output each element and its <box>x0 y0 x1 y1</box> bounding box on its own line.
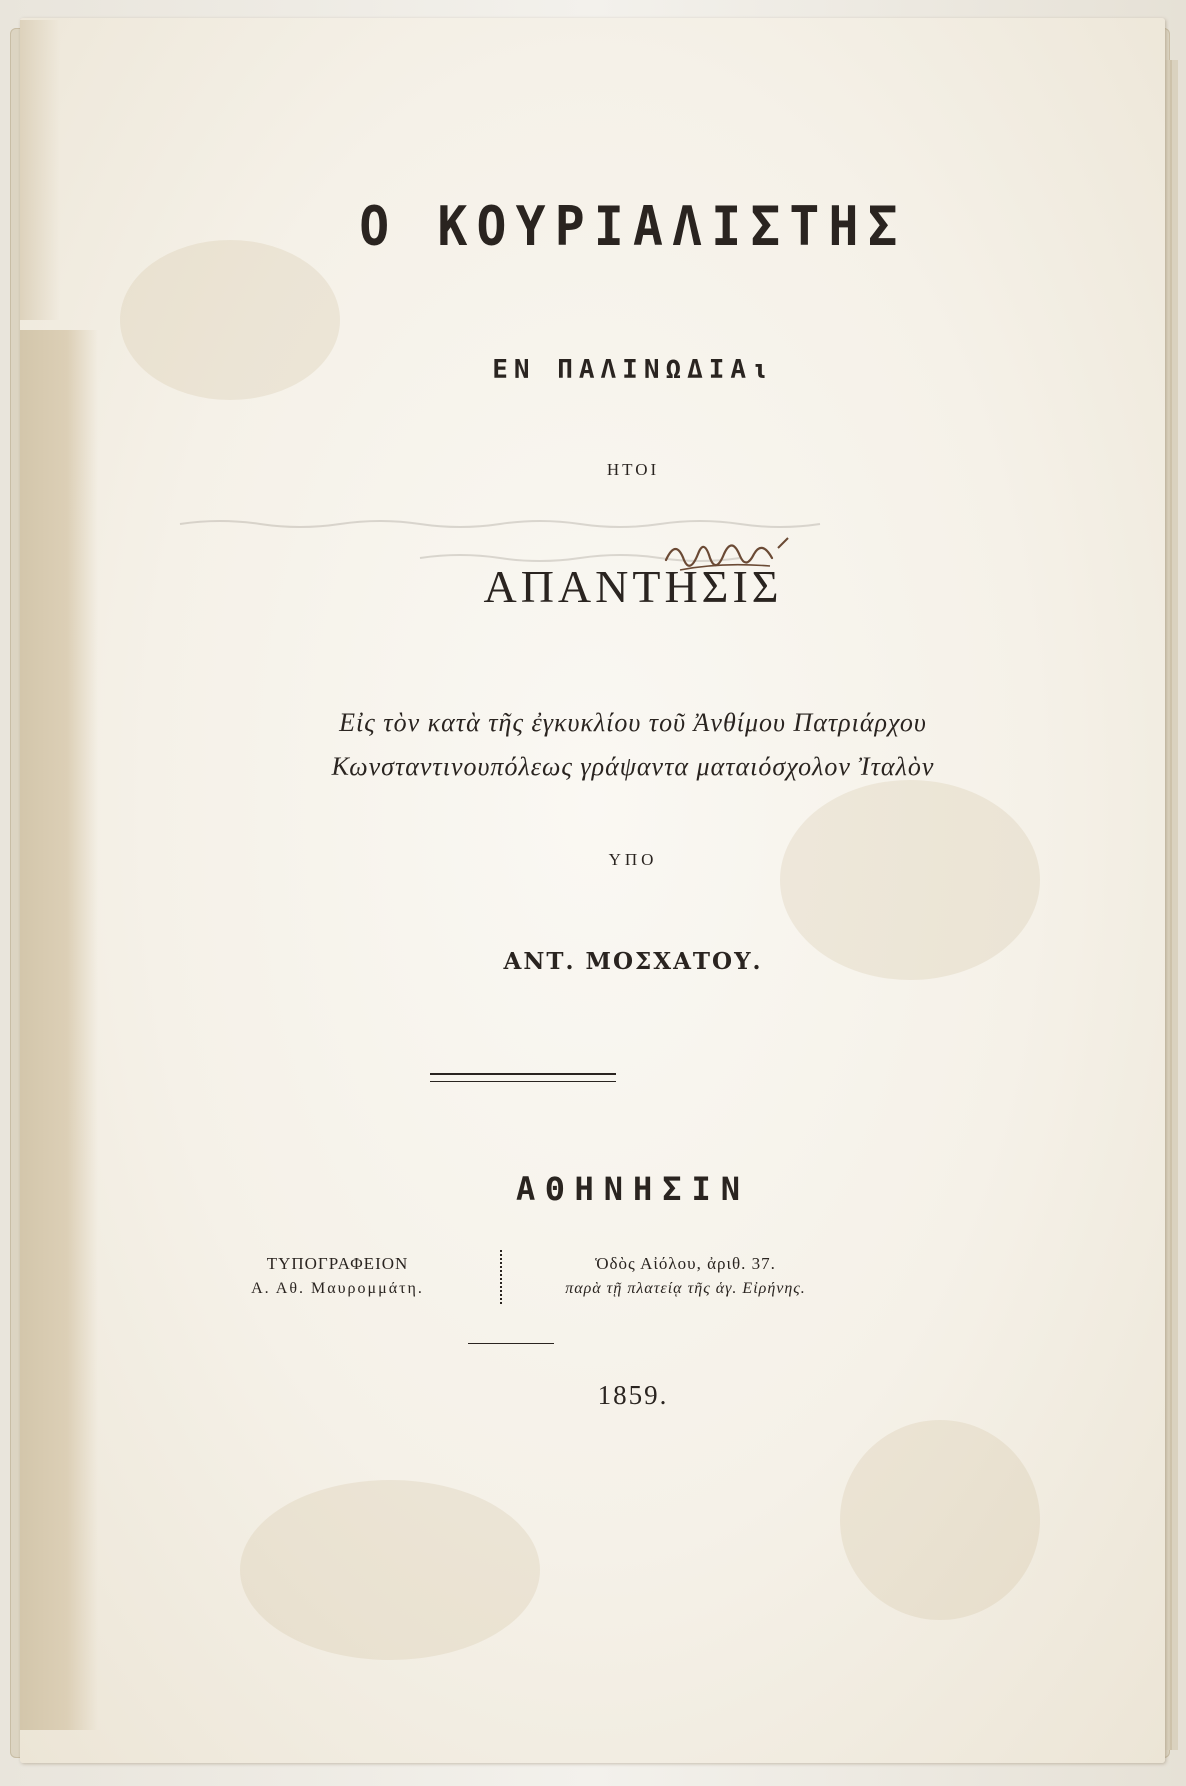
publication-year: 1859. <box>597 1380 669 1410</box>
address-line-1: Ὁδὸς Αἰόλου, ἀριθ. 37. <box>595 1254 776 1273</box>
foxing-stain <box>240 1480 540 1660</box>
printer-label: ΤΥΠΟΓΡΑΦΕΙΟΝ <box>266 1254 409 1273</box>
book-subtitle: ΕΝ ΠΑΛΙΝΩΔΙΑι <box>492 355 774 385</box>
brace-divider <box>500 1250 512 1304</box>
book-title: Ο ΚΟΥΡΙΑΛΙΣΤΗΣ <box>359 195 907 258</box>
double-rule-divider <box>430 1073 616 1082</box>
printer-name: Α. Αθ. Μαυρομμάτη. <box>251 1280 424 1297</box>
conjunction-label: ΗΤΟΙ <box>606 460 660 479</box>
single-rule-divider <box>468 1343 554 1344</box>
description-line-1: Εἰς τὸν κατὰ τῆς ἐγκυκλίου τοῦ Ἀνθίμου Πατριάρχου <box>339 708 927 737</box>
foxing-stain <box>840 1420 1040 1620</box>
printer-block <box>215 1254 460 1298</box>
address-line-2: παρὰ τῇ πλατείᾳ τῆς ἁγ. Εἰρήνης. <box>565 1280 806 1297</box>
publication-city: ΑΘΗΝΗΣΙΝ <box>515 1170 751 1208</box>
torn-edge <box>20 330 98 1730</box>
author-name: ΑΝΤ. ΜΟΣΧΑΤΟΥ. <box>503 948 763 975</box>
by-label: ΥΠΟ <box>608 850 658 869</box>
main-heading: ΑΠΑΝΤΗΣΙΣ <box>483 561 783 612</box>
address-block <box>518 1254 853 1298</box>
aged-edge <box>20 20 60 320</box>
description-line-2: Κωνσταντινουπόλεως γράψαντα ματαιόσχολον Ἰταλὸν <box>331 752 935 781</box>
